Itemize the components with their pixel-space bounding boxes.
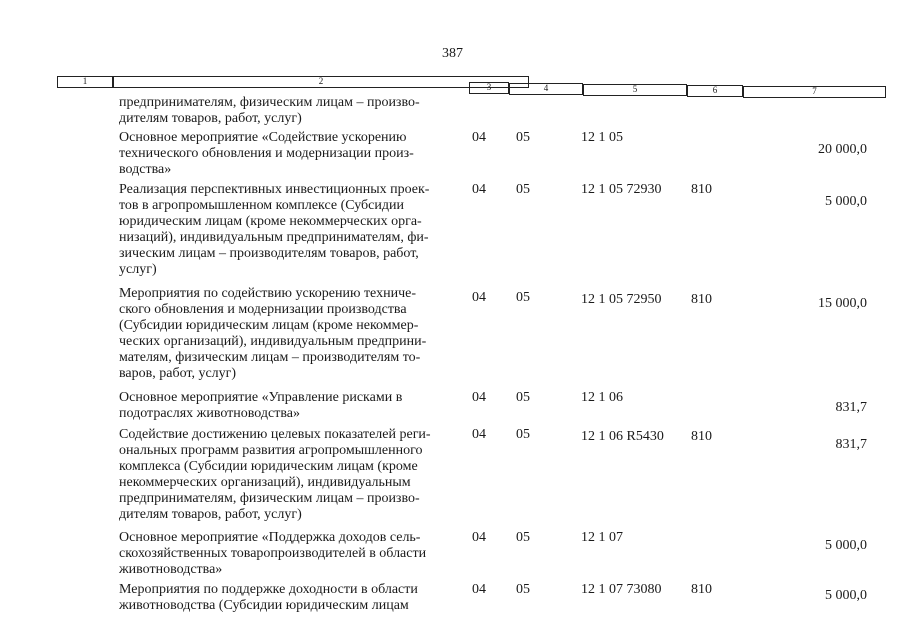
row-section-code: 04 <box>472 182 486 197</box>
row-subsection-code: 05 <box>516 182 530 197</box>
row-description: предпринимателям, физическим лицам – произво- дителям товаров, работ, услуг) <box>119 95 420 126</box>
row-expense-type: 810 <box>691 182 712 197</box>
row-target-code: 12 1 07 <box>581 530 623 545</box>
row-amount: 5 000,0 <box>825 588 867 603</box>
header-cell-1: 1 <box>57 76 113 88</box>
row-target-code: 12 1 05 72950 <box>581 292 662 307</box>
row-expense-type: 810 <box>691 429 712 444</box>
header-cell-6: 6 <box>687 85 743 97</box>
row-subsection-code: 05 <box>516 427 530 442</box>
row-description: Мероприятия по поддержке доходности в области животноводства (Субсидии юридическим лицам <box>119 582 418 613</box>
row-target-code: 12 1 07 73080 <box>581 582 662 597</box>
row-description: Основное мероприятие «Поддержка доходов сель- скохозяйственных товаропроизводителей в области животноводства» <box>119 530 427 577</box>
row-expense-type: 810 <box>691 292 712 307</box>
row-amount: 20 000,0 <box>818 142 867 157</box>
row-amount: 15 000,0 <box>818 296 867 311</box>
row-description: Реализация перспективных инвестиционных проек- тов в агропромышленном комплексе (Субсидии юридическим лицам (кроме некоммерческих орга- низаций), индивидуальным предпринимателям, фи- зическим лицам – производителям товаров, работ, услуг) <box>119 182 430 277</box>
header-cell-5: 5 <box>583 84 687 96</box>
row-amount: 831,7 <box>835 400 867 415</box>
row-description: Мероприятия по содействию ускорению техниче- ского обновления и модернизации производства (Субсидии юридическим лицам (кроме некоммер- ческих организаций), индивидуальным предприни- мателям, физическим лицам – производителям то- варов, работ, услуг) <box>119 286 427 381</box>
row-section-code: 04 <box>472 530 486 545</box>
row-description: Основное мероприятие «Содействие ускорению технического обновления и модернизации произ- водства» <box>119 130 414 177</box>
row-expense-type: 810 <box>691 582 712 597</box>
row-subsection-code: 05 <box>516 290 530 305</box>
row-amount: 5 000,0 <box>825 538 867 553</box>
page-number: 387 <box>442 46 463 61</box>
row-description: Содействие достижению целевых показателей реги- ональных программ развития агропромышленного комплекса (Субсидии юридическим лицам (кроме некоммерческих организаций), индивидуальным предпринимателям, физическим лицам – произво- дителям товаров, работ, услуг) <box>119 427 431 522</box>
row-description: Основное мероприятие «Управление рисками в подотраслях животноводства» <box>119 390 403 421</box>
row-target-code: 12 1 06 <box>581 390 623 405</box>
row-subsection-code: 05 <box>516 530 530 545</box>
row-subsection-code: 05 <box>516 390 530 405</box>
table-header-row <box>57 74 886 96</box>
header-cell-4: 4 <box>509 83 583 95</box>
row-target-code: 12 1 05 <box>581 130 623 145</box>
row-target-code: 12 1 05 72930 <box>581 182 662 197</box>
row-section-code: 04 <box>472 427 486 442</box>
row-section-code: 04 <box>472 130 486 145</box>
row-section-code: 04 <box>472 290 486 305</box>
row-subsection-code: 05 <box>516 130 530 145</box>
row-target-code: 12 1 06 R5430 <box>581 429 664 444</box>
row-amount: 831,7 <box>835 437 867 452</box>
header-cell-2: 2 <box>113 76 529 88</box>
row-amount: 5 000,0 <box>825 194 867 209</box>
row-section-code: 04 <box>472 582 486 597</box>
row-section-code: 04 <box>472 390 486 405</box>
header-cell-7: 7 <box>743 86 886 98</box>
row-subsection-code: 05 <box>516 582 530 597</box>
header-cell-3: 3 <box>469 82 509 94</box>
